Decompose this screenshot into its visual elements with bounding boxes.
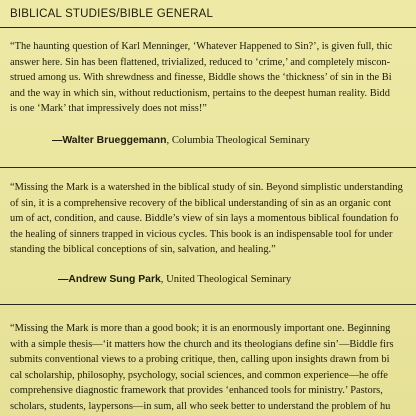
divider <box>0 167 416 168</box>
author-name: —Walter Brueggemann <box>52 135 167 146</box>
divider <box>0 304 416 305</box>
blurb-park <box>10 180 416 258</box>
category-label: BIBLICAL STUDIES/BIBLE GENERAL <box>10 8 214 20</box>
divider-top <box>0 27 416 28</box>
blurb-line: the healing of sinners trapped in vicious cycles. This book is an indispensable tool for under <box>10 228 393 240</box>
author-name: —Andrew Sung Park <box>58 274 161 285</box>
author-affiliation: , United Theological Seminary <box>160 274 292 285</box>
blurb-line: comprehensive diagnostic framework that provides ‘enhanced tools for ministry.’ Pastors, <box>10 385 383 397</box>
blurb-line: cal scholarship, philosophy, psychology, social sciences, and common experience—he offe <box>10 369 388 381</box>
blurb-line: standing the biblical conceptions of sin, salvation, and healing.” <box>10 244 276 256</box>
blurb-line: scholars, students, laypersons—in sum, all who seek better to understand the problem of hu <box>10 400 391 412</box>
blurb-line: and the way in which sin, without reductionism, pertains to the deepest human reality. Bidd <box>10 87 390 99</box>
attribution-brueggemann <box>52 135 310 146</box>
blurb-line: “Missing the Mark is more than a good book; it is an enormously important one. Beginning <box>10 323 391 334</box>
blurb-line: “Missing the Mark is a watershed in the biblical study of sin. Beyond simplistic understanding <box>10 182 403 193</box>
blurb-brueggemann <box>10 39 416 117</box>
blurb-line: with a simple thesis—‘it matters how the church and its theologians define sin’—Biddle firs <box>10 338 394 350</box>
author-affiliation: , Columbia Theological Seminary <box>166 135 310 146</box>
attribution-park <box>58 274 291 285</box>
blurb-line: answer here. Sin has been flattened, trivialized, reduced to ‘crime,’ and completely miscon- <box>10 56 391 68</box>
blurb-line: submits conventional views to a probing critique, then, calling upon insights drawn from bi <box>10 354 390 366</box>
blurb-line: is one ‘Mark’ that impressively does not miss!” <box>10 103 207 115</box>
blurb-line: of sin, it is a comprehensive recovery of the biblical understanding of sin as an organic cont <box>10 197 391 209</box>
blurb-line: um of act, condition, and cause. Biddle’s view of sin lays a momentous biblical foundation fo <box>10 213 399 225</box>
blurb-line: “The haunting question of Karl Menninger, ‘Whatever Happened to Sin?’, is given full, thic <box>10 41 393 52</box>
blurb-line: strued among us. With shrewdness and finesse, Biddle shows the ‘thickness’ of sin in the Bi <box>10 72 392 84</box>
blurb-third <box>10 321 416 415</box>
